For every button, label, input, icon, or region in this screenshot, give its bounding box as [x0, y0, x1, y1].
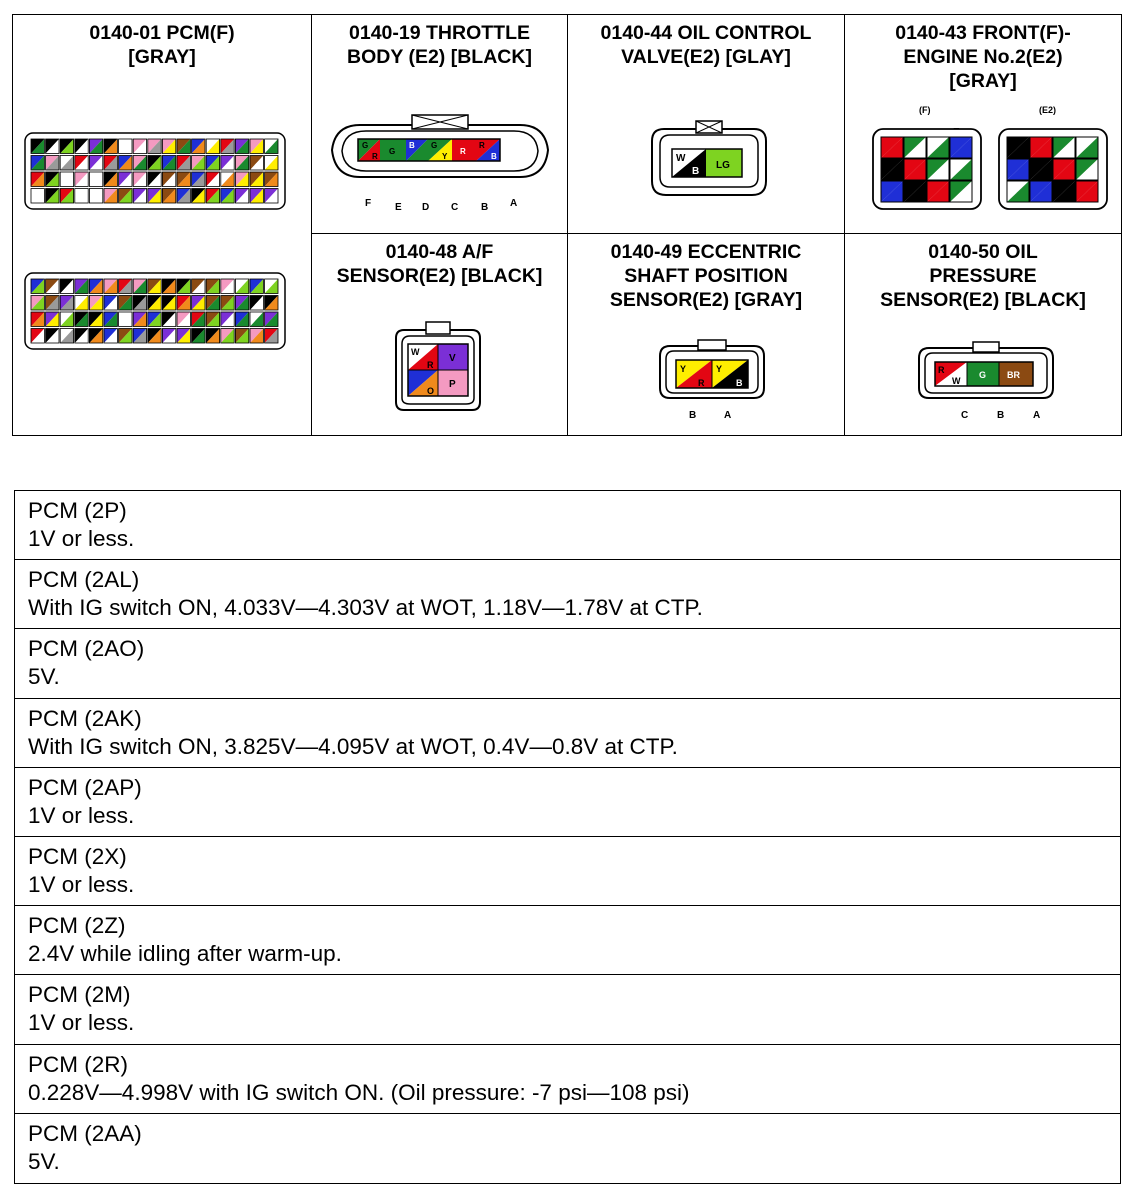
- wire-label: Y: [442, 152, 448, 161]
- pin-label: D: [422, 202, 430, 213]
- spec-value: 1V or less.: [28, 1010, 135, 1036]
- spec-value: 5V.: [28, 1148, 60, 1174]
- spec-value: With IG switch ON, 3.825V—4.095V at WOT, 0.4V—0.8V at CTP.: [28, 733, 678, 759]
- sub-label: (F): [919, 105, 931, 115]
- connector-title: 0140-19 THROTTLE BODY (E2) [BLACK]: [347, 22, 532, 68]
- connector-front-engine-no2: [845, 15, 1121, 233]
- spec-value: 1V or less.: [28, 802, 135, 828]
- wire-label: W: [411, 347, 420, 357]
- pin-label: A: [510, 198, 518, 209]
- pcm-connector-diagram: [17, 123, 307, 373]
- wire-label: Y: [680, 364, 687, 374]
- wire-label: R: [698, 378, 705, 388]
- wire-label: W: [676, 153, 686, 164]
- wire-label: R: [479, 141, 485, 150]
- ocv-connector-diagram: [644, 115, 774, 205]
- wire-label: B: [736, 378, 743, 388]
- connector-title: 0140-01 PCM(F) [GRAY]: [89, 22, 235, 68]
- pin-label: C: [451, 202, 459, 213]
- spec-pin: PCM (2AK): [28, 705, 142, 731]
- pin-label: F: [365, 198, 372, 209]
- af-connector-diagram: [388, 318, 488, 418]
- connector-title: 0140-43 FRONT(F)- ENGINE No.2(E2) [GRAY]: [895, 22, 1071, 92]
- wire-label: B: [409, 141, 415, 150]
- spec-row: [15, 560, 1120, 629]
- spec-pin: PCM (2AO): [28, 636, 145, 662]
- sub-label: (E2): [1039, 105, 1057, 115]
- connector-pcm: [13, 15, 312, 435]
- spec-pin: PCM (2Z): [28, 913, 126, 939]
- connector-title: 0140-48 A/F SENSOR(E2) [BLACK]: [336, 241, 543, 287]
- connector-oil-control-valve: [568, 15, 845, 233]
- spec-pin: PCM (2P): [28, 498, 127, 523]
- connector-grid: [12, 14, 1122, 436]
- wire-label: V: [449, 353, 456, 364]
- wire-label: G: [431, 141, 438, 150]
- spec-pin: PCM (2AP): [28, 774, 142, 800]
- spec-row: [15, 768, 1120, 837]
- spec-pin: PCM (2R): [28, 1051, 128, 1077]
- pin-label: C: [961, 410, 969, 421]
- wire-label: R: [372, 152, 378, 161]
- spec-row: [15, 629, 1120, 698]
- wire-label: G: [979, 370, 987, 380]
- wire-label: W: [952, 376, 961, 386]
- spec-value: 1V or less.: [28, 526, 135, 551]
- spec-row: [15, 1114, 1120, 1183]
- wire-label: B: [491, 152, 497, 161]
- spec-pin: PCM (2AL): [28, 567, 140, 593]
- pin-label: A: [1033, 410, 1041, 421]
- oil-pressure-connector-diagram: [911, 338, 1061, 408]
- spec-row: [15, 837, 1120, 906]
- connector-eccentric-shaft: [568, 233, 845, 435]
- connector-throttle-body: [312, 15, 568, 233]
- spec-pin: PCM (2X): [28, 843, 127, 869]
- connector-oil-pressure: [845, 233, 1121, 435]
- throttle-connector-diagram: [320, 95, 560, 205]
- spec-row: [15, 906, 1120, 975]
- spec-value: 1V or less.: [28, 871, 135, 897]
- spec-row: [15, 1045, 1120, 1114]
- wire-label: O: [427, 386, 435, 396]
- pin-label: E: [395, 202, 402, 213]
- connector-title: 0140-44 OIL CONTROL VALVE(E2) [GLAY]: [600, 22, 812, 68]
- spec-value: 2.4V while idling after warm-up.: [28, 941, 342, 967]
- spec-row: [15, 491, 1120, 560]
- wire-label: R: [938, 365, 945, 375]
- wire-label: R: [427, 360, 434, 370]
- connector-af-sensor: [312, 233, 568, 435]
- pin-label: B: [997, 410, 1005, 421]
- spec-table: [14, 490, 1121, 1184]
- wire-label: LG: [716, 160, 730, 171]
- wire-label: G: [389, 147, 396, 156]
- spec-value: With IG switch ON, 4.033V—4.303V at WOT, 1.18V—1.78V at CTP.: [28, 595, 703, 621]
- connector-title: 0140-50 OIL PRESSURE SENSOR(E2) [BLACK]: [880, 241, 1086, 311]
- wire-label: Y: [716, 364, 723, 374]
- wire-label: P: [449, 379, 456, 390]
- eccentric-connector-diagram: [652, 336, 772, 406]
- spec-value: 5V.: [28, 664, 60, 690]
- spec-pin: PCM (2M): [28, 982, 131, 1008]
- wire-label: B: [692, 166, 700, 177]
- pin-label: B: [481, 202, 489, 213]
- pin-label: A: [724, 410, 732, 421]
- connector-title: 0140-49 ECCENTRIC SHAFT POSITION SENSOR(E2) [GRAY]: [609, 241, 803, 311]
- wire-label: G: [362, 141, 369, 150]
- wire-label: R: [460, 147, 466, 156]
- spec-row: [15, 699, 1120, 768]
- wire-label: BR: [1007, 370, 1020, 380]
- spec-pin: PCM (2AA): [28, 1120, 142, 1146]
- spec-row: [15, 975, 1120, 1044]
- spec-value: 0.228V—4.998V with IG switch ON. (Oil pressure: -7 psi—108 psi): [28, 1079, 690, 1105]
- front-engine-connector-diagram: [853, 123, 1113, 213]
- pin-label: B: [689, 410, 697, 421]
